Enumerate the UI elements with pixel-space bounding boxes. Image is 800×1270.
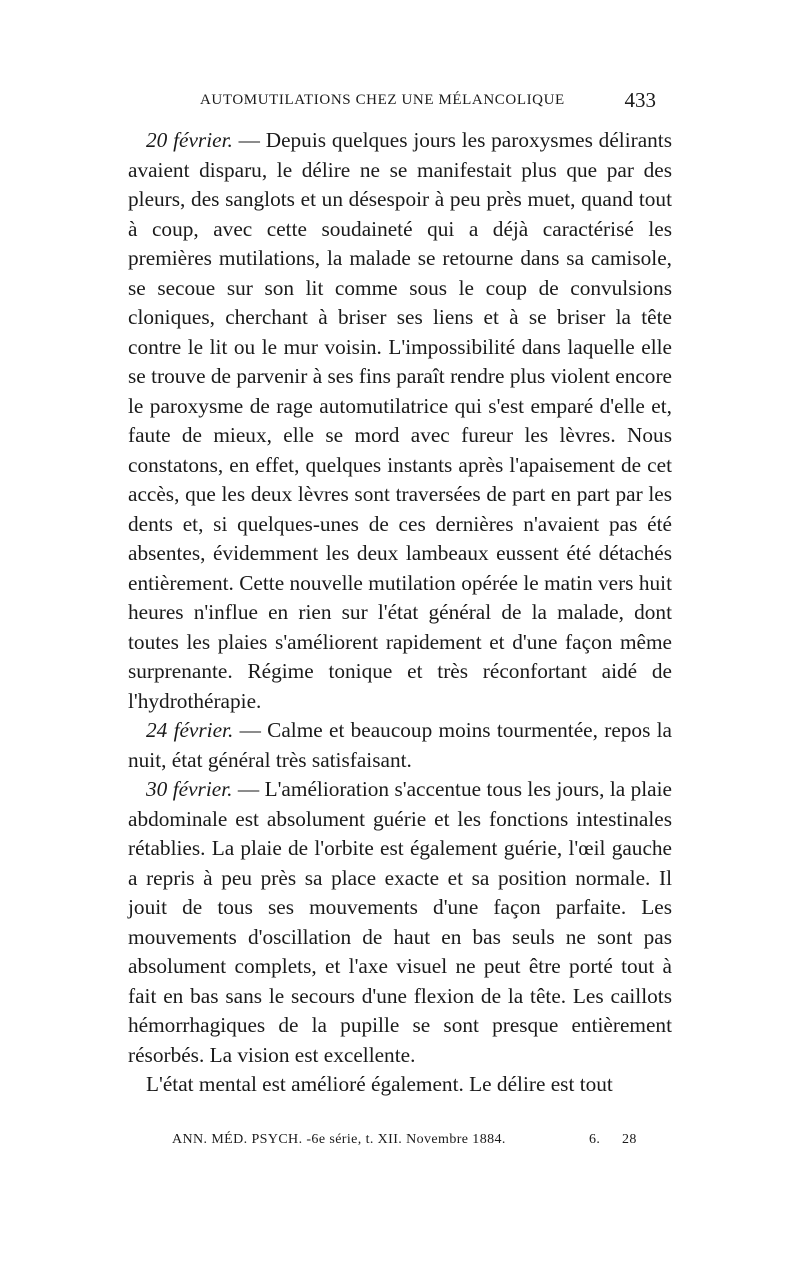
folio-number: 28 (622, 1132, 637, 1147)
paragraph-text: — Calme et beaucoup moins tourmentée, repos la nuit, état général très satisfaisant. (128, 718, 672, 772)
running-title: AUTOMUTILATIONS CHEZ UNE MÉLANCOLIQUE (200, 92, 565, 108)
page-number: 433 (624, 88, 656, 112)
paragraph-24-fevrier (128, 716, 672, 775)
paragraph-20-fevrier (128, 126, 672, 716)
paragraph-30-fevrier (128, 775, 672, 1070)
date-20-fevrier: 20 février. (146, 128, 233, 152)
paragraph-text: — L'amélioration s'accentue tous les jours, la plaie abdominale est absolument guérie et les fonctions intestinales rétablies. La plaie de l'orbite est également guérie, l'œil gauche a repris à peu près sa place exacte et sa position normale. Il jouit de tous ses mouvements d'une façon parfaite. Les mouvements d'oscillation de haut en bas seuls ne sont pas absolument complets, et l'axe visuel ne peut être porté tout à fait en bas sans le secours d'une flexion de la tête. Les caillots hémorrhagiques de la pupille se sont presque entièrement résorbés. La vision est excellente. (128, 777, 672, 1067)
paragraph-etat-mental (128, 1070, 672, 1100)
date-30-fevrier: 30 février. (146, 777, 233, 801)
sheet-signature: 6. (589, 1132, 601, 1147)
paragraph-text: — Depuis quelques jours les paroxysmes délirants avaient disparu, le délire ne se manifestait plus que par des pleurs, des sanglots et un désespoir à peu près muet, quand tout à coup, avec cette soudaineté qui a déjà caractérisé les premières mutilations, la malade se retourne dans sa camisole, se secoue sur son lit comme sous le coup de convulsions cloniques, cherchant à briser ses liens et à se briser la tête contre le lit ou le mur voisin. L'impossibilité dans laquelle elle se trouve de parvenir à ses fins paraît rendre plus violent encore le paroxysme de rage automutilatrice qui s'est emparé d'elle et, faute de mieux, elle se mord avec fureur les lèvres. Nous constatons, en effet, quelques instants après l'apaisement de cet accès, que les deux lèvres sont traversées de part en part par les dents et, si quelques-unes de ces dernières n'avaient pas été absentes, évidemment les deux lambeaux eussent été détachés entièrement. Cette nouvelle mutilation opérée le matin vers huit heures n'influe en rien sur l'état général de la malade, dont toutes les plaies s'améliorent rapidement et d'une façon même surprenante. Régime tonique et très réconfortant aidé de l'hydrothérapie. (128, 128, 673, 713)
journal-citation: ANN. MÉD. PSYCH. -6e série, t. XII. Novembre 1884. (172, 1132, 506, 1147)
paragraph-text: L'état mental est amélioré également. Le délire est tout (146, 1072, 613, 1096)
running-head (200, 88, 670, 122)
body-text (128, 126, 672, 1100)
date-24-fevrier: 24 février. (146, 718, 234, 742)
